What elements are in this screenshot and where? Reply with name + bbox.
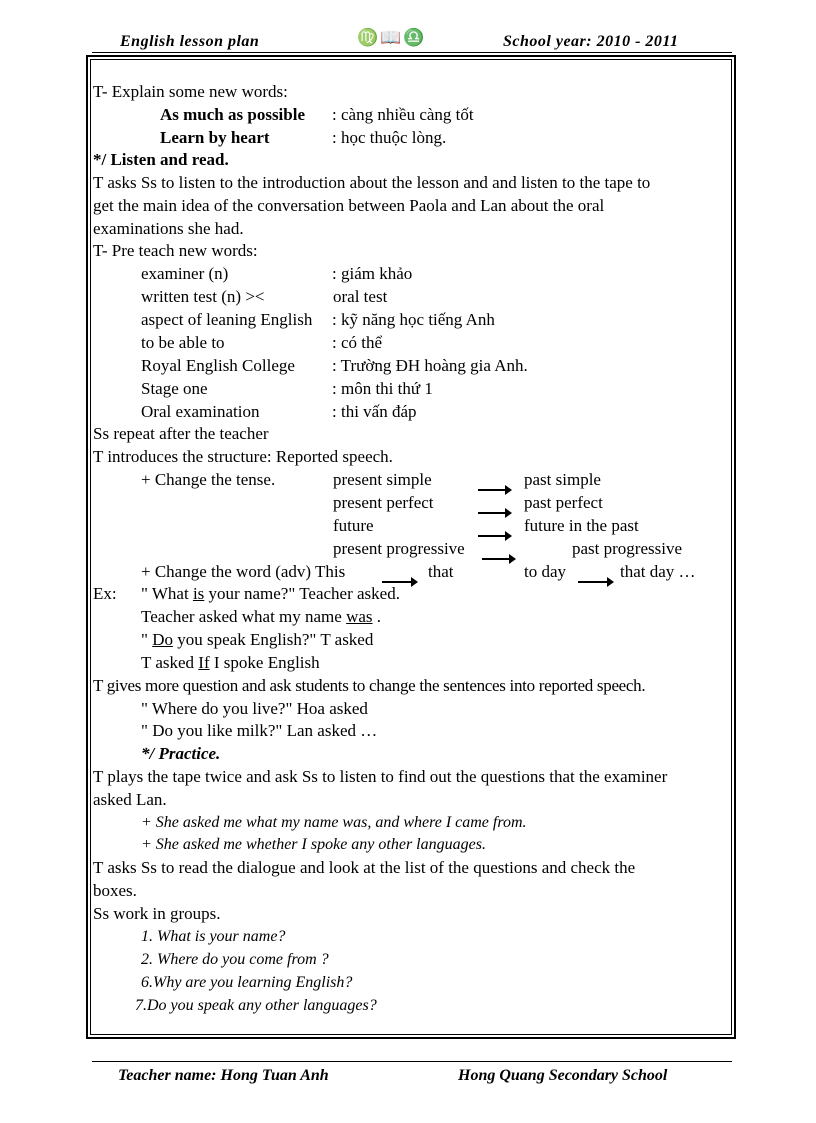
vocab-meaning: oral test: [333, 287, 388, 306]
arrow-icon: [478, 512, 510, 514]
vocab-term: examiner (n): [141, 264, 229, 283]
vocab-meaning: : kỹ năng học tiếng Anh: [332, 310, 495, 329]
tense-to: past simple: [524, 470, 601, 489]
vocab-term: As much as possible: [160, 105, 306, 124]
text-line: T- Pre teach new words:: [93, 241, 258, 260]
text-line: T- Explain some new words:: [93, 82, 288, 101]
text-line: get the main idea of the conversation between Paola and Lan about the oral: [93, 196, 605, 215]
text-line: + Change the tense.: [141, 470, 276, 489]
text-line: " Do you like milk?" Lan asked …: [141, 721, 378, 740]
vocab-term: written test (n) ><: [141, 287, 265, 306]
question-item: 2. Where do you come from ?: [141, 951, 329, 968]
text-line: T introduces the structure: Reported speech.: [93, 447, 393, 466]
text-line: T asks Ss to listen to the introduction about the lesson and and listen to the tape to: [93, 173, 651, 192]
text-line: that day …: [620, 562, 696, 581]
text-line: + Change the word (adv) This: [141, 562, 346, 581]
text-line: T asks Ss to read the dialogue and look at the list of the questions and check the: [93, 858, 636, 877]
question-item: 1. What is your name?: [141, 928, 286, 945]
text-line: T plays the tape twice and ask Ss to listen to find out the questions that the examiner: [93, 767, 668, 786]
text-line: T gives more question and ask students to change the sentences into reported speech.: [93, 676, 646, 695]
example-line: " What is your name?" Teacher asked.: [141, 584, 400, 603]
tense-to: past progressive: [572, 539, 683, 558]
vocab-meaning: : thi vấn đáp: [332, 402, 417, 421]
vocab-term: to be able to: [141, 333, 225, 352]
example-line: T asked If I spoke English: [141, 653, 320, 672]
section-heading: */ Listen and read.: [93, 150, 229, 169]
arrow-icon: [478, 535, 510, 537]
tense-from: present simple: [333, 470, 432, 489]
tense-from: present progressive: [333, 539, 465, 558]
header-rule: [92, 52, 732, 53]
text-line: that: [428, 562, 454, 581]
tense-from: future: [333, 516, 374, 535]
question-item: 6.Why are you learning English?: [141, 974, 353, 991]
vocab-term: Royal English College: [141, 356, 295, 375]
vocab-term: Oral examination: [141, 402, 260, 421]
header-zodiac-book-icon: ♍📖♎: [357, 28, 427, 47]
text-line: Ss work in groups.: [93, 904, 221, 923]
vocab-meaning: : càng nhiều càng tốt: [332, 105, 474, 124]
tense-from: present perfect: [333, 493, 434, 512]
text-line: to day: [524, 562, 567, 581]
header-right: School year: 2010 - 2011: [503, 33, 679, 50]
text-line: + She asked me whether I spoke any other languages.: [141, 836, 486, 853]
text-line: Ss repeat after the teacher: [93, 424, 269, 443]
text-line: asked Lan.: [93, 790, 167, 809]
vocab-meaning: : giám khảo: [332, 264, 413, 283]
example-label: Ex:: [93, 584, 117, 603]
arrow-icon: [482, 558, 514, 560]
vocab-meaning: : có thể: [332, 333, 383, 352]
vocab-meaning: : Trường ĐH hoàng gia Anh.: [332, 356, 528, 375]
example-line: " Do you speak English?" T asked: [141, 630, 374, 649]
text-line: " Where do you live?" Hoa asked: [141, 699, 368, 718]
footer-right: Hong Quang Secondary School: [458, 1067, 668, 1084]
section-heading: */ Practice.: [141, 744, 221, 763]
arrow-icon: [578, 581, 612, 583]
tense-to: past perfect: [524, 493, 603, 512]
text-line: + She asked me what my name was, and where I came from.: [141, 814, 527, 831]
footer-rule: [92, 1061, 732, 1062]
text-line: boxes.: [93, 881, 137, 900]
arrow-icon: [478, 489, 510, 491]
text-line: examinations she had.: [93, 219, 244, 238]
vocab-term: aspect of leaning English: [141, 310, 313, 329]
footer-left: Teacher name: Hong Tuan Anh: [118, 1067, 329, 1084]
header-left: English lesson plan: [120, 33, 260, 50]
question-item: 7.Do you speak any other languages?: [135, 997, 377, 1014]
example-line: Teacher asked what my name was .: [141, 607, 382, 626]
tense-to: future in the past: [524, 516, 639, 535]
vocab-term: Learn by heart: [160, 128, 270, 147]
vocab-meaning: : môn thi thứ 1: [332, 379, 433, 398]
vocab-meaning: : học thuộc lòng.: [332, 128, 447, 147]
vocab-term: Stage one: [141, 379, 208, 398]
